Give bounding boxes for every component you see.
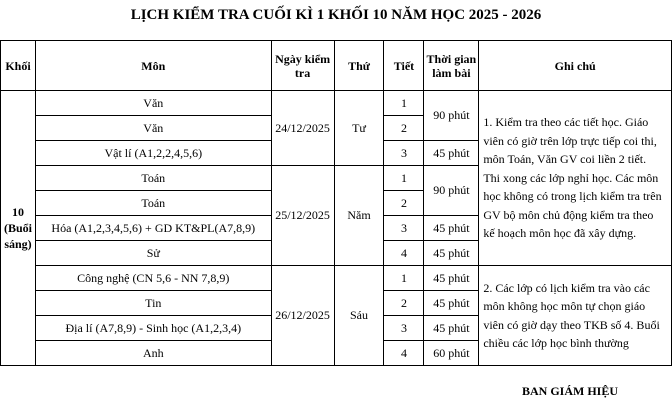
date-cell: 25/12/2025 [271, 166, 334, 266]
subject-cell: Sử [35, 241, 271, 266]
header-thu: Thứ [334, 41, 384, 91]
duration-cell: 60 phút [424, 341, 479, 366]
header-ngay: Ngày kiểm tra [271, 41, 334, 91]
subject-cell: Toán [35, 166, 271, 191]
note-1: 1. Kiểm tra theo các tiết học. Giáo viên có giờ trên lớp trực tiếp coi thi, môn Toán, Văn GV coi liền 2 tiết. Thi xong các lớp nghỉ học. Các môn học không có trong lịch kiểm tra trên GV bộ môn chủ động kiểm tra theo kế hoạch môn học đã xây dựng. [479, 91, 672, 266]
subject-cell: Văn [35, 91, 271, 116]
period-cell: 3 [384, 216, 424, 241]
period-cell: 4 [384, 341, 424, 366]
period-cell: 1 [384, 91, 424, 116]
header-tiet: Tiết [384, 41, 424, 91]
header-ghichu: Ghi chú [479, 41, 672, 91]
subject-cell: Anh [35, 341, 271, 366]
subject-cell: Toán [35, 191, 271, 216]
date-cell: 26/12/2025 [271, 266, 334, 366]
duration-cell: 90 phút [424, 91, 479, 141]
date-cell: 24/12/2025 [271, 91, 334, 166]
weekday-cell: Sáu [334, 266, 384, 366]
duration-cell: 45 phút [424, 291, 479, 316]
subject-cell: Văn [35, 116, 271, 141]
weekday-cell: Tư [334, 91, 384, 166]
period-cell: 2 [384, 191, 424, 216]
period-cell: 2 [384, 116, 424, 141]
subject-cell: Công nghệ (CN 5,6 - NN 7,8,9) [35, 266, 271, 291]
period-cell: 1 [384, 166, 424, 191]
duration-cell: 90 phút [424, 166, 479, 216]
subject-cell: Vật lí (A1,2,2,4,5,6) [35, 141, 271, 166]
period-cell: 1 [384, 266, 424, 291]
subject-cell: Tin [35, 291, 271, 316]
header-thoigian: Thời gian làm bài [424, 41, 479, 91]
duration-cell: 45 phút [424, 241, 479, 266]
header-khoi: Khối [1, 41, 36, 91]
khoi-cell: 10 (Buổi sáng) [1, 91, 36, 366]
period-cell: 3 [384, 316, 424, 341]
header-row [1, 41, 672, 91]
weekday-cell: Năm [334, 166, 384, 266]
table-row [1, 91, 672, 116]
period-cell: 3 [384, 141, 424, 166]
subject-cell: Địa lí (A7,8,9) - Sinh học (A1,2,3,4) [35, 316, 271, 341]
duration-cell: 45 phút [424, 216, 479, 241]
duration-cell: 45 phút [424, 141, 479, 166]
duration-cell: 45 phút [424, 316, 479, 341]
subject-cell: Hóa (A1,2,3,4,5,6) + GD KT&PL(A7,8,9) [35, 216, 271, 241]
header-mon: Môn [35, 41, 271, 91]
table-row [1, 266, 672, 291]
period-cell: 4 [384, 241, 424, 266]
page-title: LỊCH KIỂM TRA CUỐI KÌ 1 KHỐI 10 NĂM HỌC 2025 - 2026 [130, 7, 542, 23]
duration-cell: 45 phút [424, 266, 479, 291]
signature: BAN GIÁM HIỆU [521, 384, 618, 398]
period-cell: 2 [384, 291, 424, 316]
note-2: 2. Các lớp có lịch kiểm tra vào các môn không học môn tự chọn giáo viên có giờ dạy theo TKB số 4. Buổi chiều các lớp học bình thường [479, 266, 672, 366]
exam-schedule-table [0, 40, 672, 366]
